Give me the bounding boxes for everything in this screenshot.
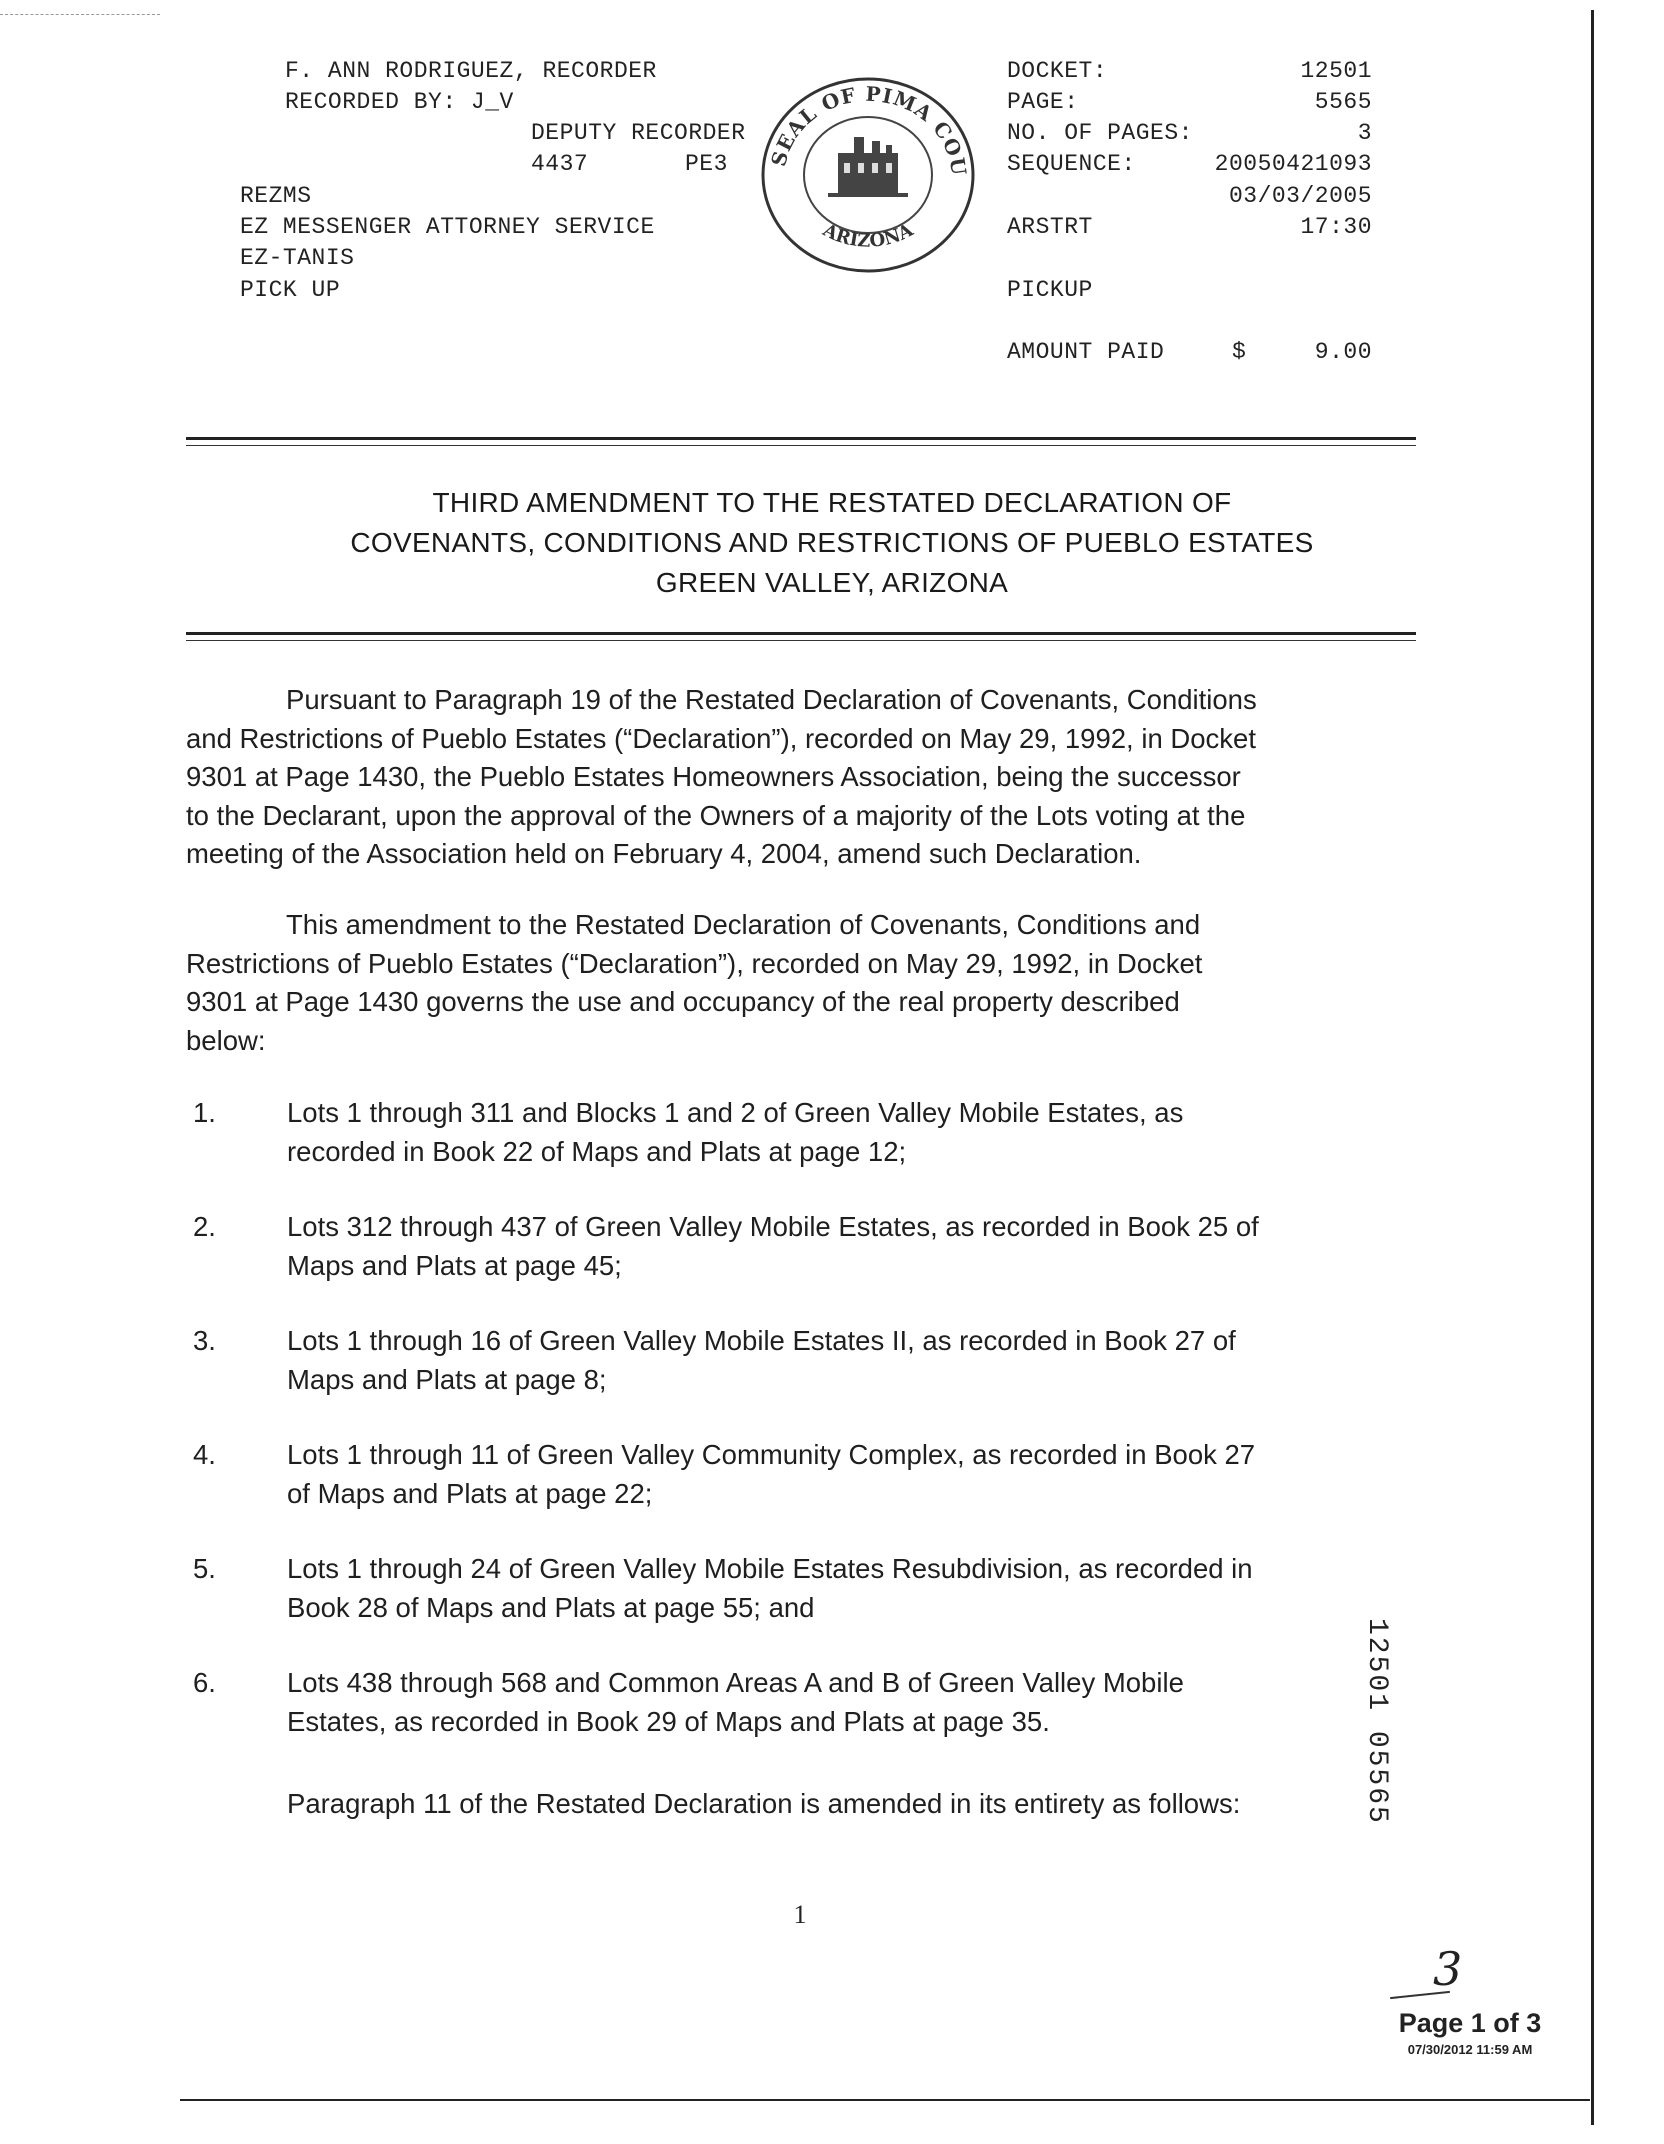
title-rule-top bbox=[186, 632, 1416, 635]
item-1-line: recorded in Book 22 of Maps and Plats at page 12; bbox=[287, 1135, 907, 1167]
time-value: 17:30 bbox=[1300, 214, 1372, 240]
item-6-number: 6. bbox=[193, 1667, 216, 1698]
amount-value: 9.00 bbox=[1314, 339, 1372, 365]
item-5-text bbox=[287, 1550, 1417, 1627]
county-seal bbox=[758, 75, 978, 275]
deputy-recorder: DEPUTY RECORDER bbox=[531, 120, 746, 146]
pick-up-note: PICK UP bbox=[240, 277, 341, 303]
page-value: 5565 bbox=[1314, 89, 1372, 115]
page-label: PAGE: bbox=[1007, 89, 1079, 115]
pages-value: 3 bbox=[1357, 120, 1372, 146]
title-rule-bottom bbox=[186, 640, 1416, 641]
account-code: REZMS bbox=[240, 183, 312, 209]
scan-bottom-edge bbox=[180, 2099, 1590, 2101]
docket-value: 12501 bbox=[1300, 58, 1372, 84]
item-3-number: 3. bbox=[193, 1325, 216, 1356]
item-6-line: Estates, as recorded in Book 29 of Maps and Plats at page 35. bbox=[287, 1705, 1050, 1737]
arstrt-label: ARSTRT bbox=[1007, 214, 1093, 240]
page-number: 1 bbox=[793, 1900, 807, 1929]
scan-top-edge bbox=[0, 14, 160, 15]
recorder-code: PE3 bbox=[685, 151, 728, 177]
paragraph-1-line: 9301 at Page 1430, the Pueblo Estates Homeowners Association, being the successor bbox=[186, 761, 1241, 792]
doc-title-line3: GREEN VALLEY, ARIZONA bbox=[655, 567, 1009, 598]
paragraph-2-line: Restrictions of Pueblo Estates (“Declaration”), recorded on May 29, 1992, in Docket bbox=[186, 947, 1203, 979]
item-1-text bbox=[287, 1094, 1417, 1171]
recorder-id: 4437 bbox=[531, 151, 589, 177]
handwritten-page-count: 3 bbox=[1433, 1942, 1463, 1996]
paragraph-2-line: below: bbox=[186, 1024, 266, 1056]
seal-building-icon bbox=[828, 137, 908, 197]
item-2-line: Maps and Plats at page 45; bbox=[287, 1249, 622, 1281]
seal-text-bottom: ARIZONA bbox=[819, 219, 917, 252]
paragraph-2 bbox=[186, 906, 1417, 1060]
date-value: 03/03/2005 bbox=[1228, 183, 1372, 209]
item-4-number: 4. bbox=[193, 1439, 216, 1470]
paragraph-2-line: This amendment to the Restated Declaration of Covenants, Conditions and bbox=[286, 909, 1201, 940]
scan-edge-line bbox=[1591, 10, 1594, 2125]
item-4-line: of Maps and Plats at page 22; bbox=[287, 1477, 653, 1509]
paragraph-3: Paragraph 11 of the Restated Declaration is amended in its entirety as follows: bbox=[287, 1788, 1241, 1819]
header-rule-bottom bbox=[186, 445, 1416, 446]
paragraph-1-line: meeting of the Association held on February 4, 2004, amend such Declaration. bbox=[186, 838, 1142, 869]
item-3-line: Lots 1 through 16 of Green Valley Mobile Estates II, as recorded in Book 27 of bbox=[287, 1325, 1236, 1356]
item-6-text bbox=[287, 1664, 1417, 1741]
svg-text:ARIZONA bbox=[819, 219, 918, 252]
amount-currency: $ bbox=[1232, 339, 1247, 365]
service-code: EZ-TANIS bbox=[240, 245, 355, 271]
item-5-line: Book 28 of Maps and Plats at page 55; and bbox=[287, 1591, 815, 1623]
seal-text-top: SEAL OF PIMA COU bbox=[766, 81, 972, 178]
item-3-line: Maps and Plats at page 8; bbox=[287, 1363, 607, 1395]
item-2-line: Lots 312 through 437 of Green Valley Mobile Estates, as recorded in Book 25 of bbox=[287, 1211, 1259, 1242]
docket-label: DOCKET: bbox=[1007, 58, 1108, 84]
recorder-name: F. ANN RODRIGUEZ, RECORDER bbox=[285, 58, 657, 84]
item-1-line: Lots 1 through 311 and Blocks 1 and 2 of Green Valley Mobile Estates, as bbox=[287, 1097, 1184, 1128]
paragraph-1-line: Pursuant to Paragraph 19 of the Restated Declaration of Covenants, Conditions bbox=[286, 684, 1257, 715]
sequence-label: SEQUENCE: bbox=[1007, 151, 1136, 177]
doc-title-line2: COVENANTS, CONDITIONS AND RESTRICTIONS OF PUEBLO ESTATES bbox=[350, 527, 1314, 558]
paragraph-1-line: to the Declarant, upon the approval of the Owners of a majority of the Lots voting at the bbox=[186, 799, 1246, 831]
recorded-by: RECORDED BY: J_V bbox=[285, 89, 514, 115]
header-rule-top bbox=[186, 437, 1416, 440]
item-5-number: 5. bbox=[193, 1553, 216, 1584]
item-2-number: 2. bbox=[193, 1211, 216, 1242]
item-5-line: Lots 1 through 24 of Green Valley Mobile Estates Resubdivision, as recorded in bbox=[287, 1553, 1253, 1584]
paragraph-1 bbox=[186, 681, 1417, 874]
pickup-label: PICKUP bbox=[1007, 277, 1093, 303]
paragraph-1-line: and Restrictions of Pueblo Estates (“Declaration”), recorded on May 29, 1992, in Docket bbox=[186, 722, 1256, 754]
side-docket-stamp: 12501 05565 bbox=[1361, 1618, 1392, 1825]
item-1-number: 1. bbox=[193, 1097, 216, 1128]
service-name: EZ MESSENGER ATTORNEY SERVICE bbox=[240, 214, 655, 240]
item-2-text bbox=[287, 1208, 1417, 1285]
amount-label: AMOUNT PAID bbox=[1007, 339, 1165, 365]
sequence-value: 20050421093 bbox=[1214, 151, 1372, 177]
item-4-line: Lots 1 through 11 of Green Valley Community Complex, as recorded in Book 27 bbox=[287, 1439, 1256, 1470]
footer-page-label: Page 1 of 3 bbox=[1398, 2008, 1542, 2038]
item-6-line: Lots 438 through 568 and Common Areas A and B of Green Valley Mobile bbox=[287, 1667, 1184, 1698]
item-4-text bbox=[287, 1436, 1417, 1513]
paragraph-2-line: 9301 at Page 1430 governs the use and occupancy of the real property described bbox=[186, 986, 1180, 1017]
doc-title-line1: THIRD AMENDMENT TO THE RESTATED DECLARATION OF bbox=[432, 487, 1232, 518]
footer-timestamp: 07/30/2012 11:59 AM bbox=[1407, 2042, 1533, 2057]
item-3-text bbox=[287, 1322, 1417, 1399]
pages-label: NO. OF PAGES: bbox=[1007, 120, 1193, 146]
